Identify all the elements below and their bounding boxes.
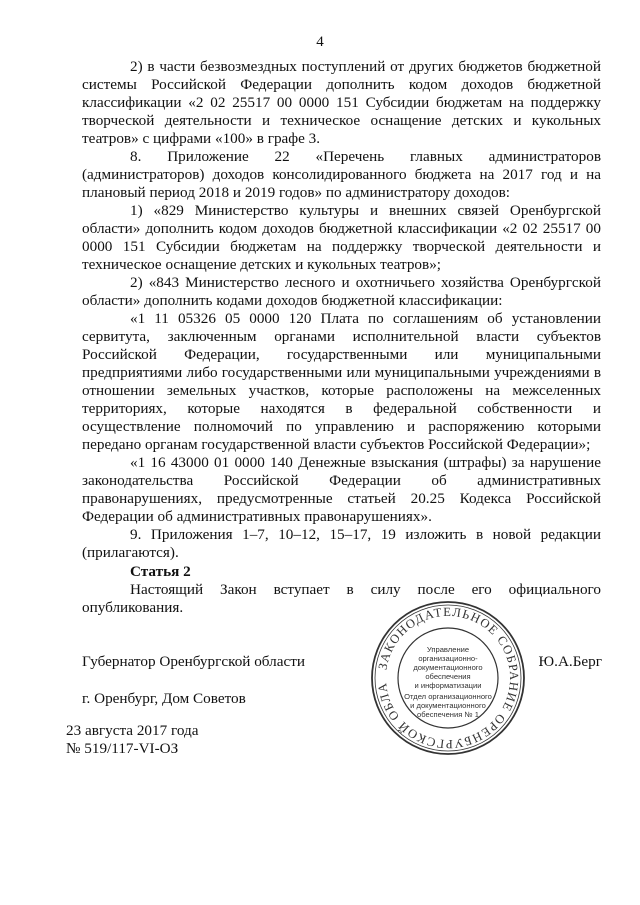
- signing-date: 23 августа 2017 года: [66, 722, 199, 739]
- paragraph: 9. Приложения 1–7, 10–12, 15–17, 19 изложить в новой редакции (прилагаются).: [82, 526, 601, 561]
- paragraph: 8. Приложение 22 «Перечень главных администраторов (администраторов) доходов консолидированного бюджета на 2017 год и на плановый период 2018 и 2019 годов» по администратору доходов:: [82, 148, 601, 201]
- seal-line: Отдел организационного: [404, 692, 492, 701]
- place-of-signing: г. Оренбург, Дом Советов: [82, 690, 246, 707]
- signatory-name: Ю.А.Берг: [538, 653, 602, 670]
- paragraph: «1 16 43000 01 0000 140 Денежные взыскания (штрафы) за нарушение законодательства Российской Федерации об административных правонарушениях, предусмотренные статьей 20.25 Кодекса Российской Федерации об административных правонарушениях».: [82, 454, 601, 525]
- signatory-title: Губернатор Оренбургской области: [82, 653, 305, 670]
- seal-line: организационно-: [418, 654, 478, 663]
- seal-line: документационного: [413, 663, 483, 672]
- seal-icon: [368, 598, 528, 758]
- seal-line: обеспечения: [425, 672, 471, 681]
- paragraph: 1) «829 Министерство культуры и внешних связей Оренбургской области» дополнить кодом доходов бюджетной классификации «2 02 25517 00 0000 151 Субсидии бюджетам на поддержку творческой деятельности и техническое оснащение детских и кукольных театров»;: [82, 202, 601, 273]
- article-heading: Статья 2: [130, 563, 191, 580]
- seal-line: обеспечения № 1: [417, 710, 479, 719]
- official-seal: [368, 598, 528, 758]
- law-number: № 519/117-VI-ОЗ: [66, 740, 179, 757]
- page-number: 4: [316, 34, 324, 50]
- document-body: [82, 58, 601, 562]
- seal-line: Управление: [426, 645, 470, 654]
- paragraph: 2) «843 Министерство лесного и охотничьего хозяйства Оренбургской области» дополнить кодами доходов бюджетной классификации:: [82, 274, 601, 309]
- article-text: Настоящий Закон вступает в силу после его официального опубликования.: [82, 581, 601, 616]
- paragraph: 2) в части безвозмездных поступлений от других бюджетов бюджетной системы Российской Федерации дополнить кодом доходов бюджетной классификации «2 02 25517 00 0000 151 Субсидии бюджетам на поддержку творческой деятельности и техническое оснащение детских и кукольных театров» с цифрами «100» в графе 3.: [82, 58, 601, 147]
- paragraph: «1 11 05326 05 0000 120 Плата по соглашениям об установлении сервитута, заключенным органами исполнительной власти субъектов Российской Федерации, государственными или муниципальными предприятиями либо государственными или муниципальными учреждениями в отношении земельных участков, которые расположены на межселенных территориях, которые находятся в федеральной собственности и осуществление полномочий по управлению и распоряжению которыми передано органам государственной власти субъектов Российской Федерации»;: [82, 310, 601, 453]
- seal-line: и документационного: [410, 701, 486, 710]
- seal-outer-text: ЗАКОНОДАТЕЛЬНОЕ СОБРАНИЕ ОРЕНБУРГСКОЙ ОБЛА: [375, 604, 522, 752]
- seal-line: и информатизации: [414, 681, 482, 690]
